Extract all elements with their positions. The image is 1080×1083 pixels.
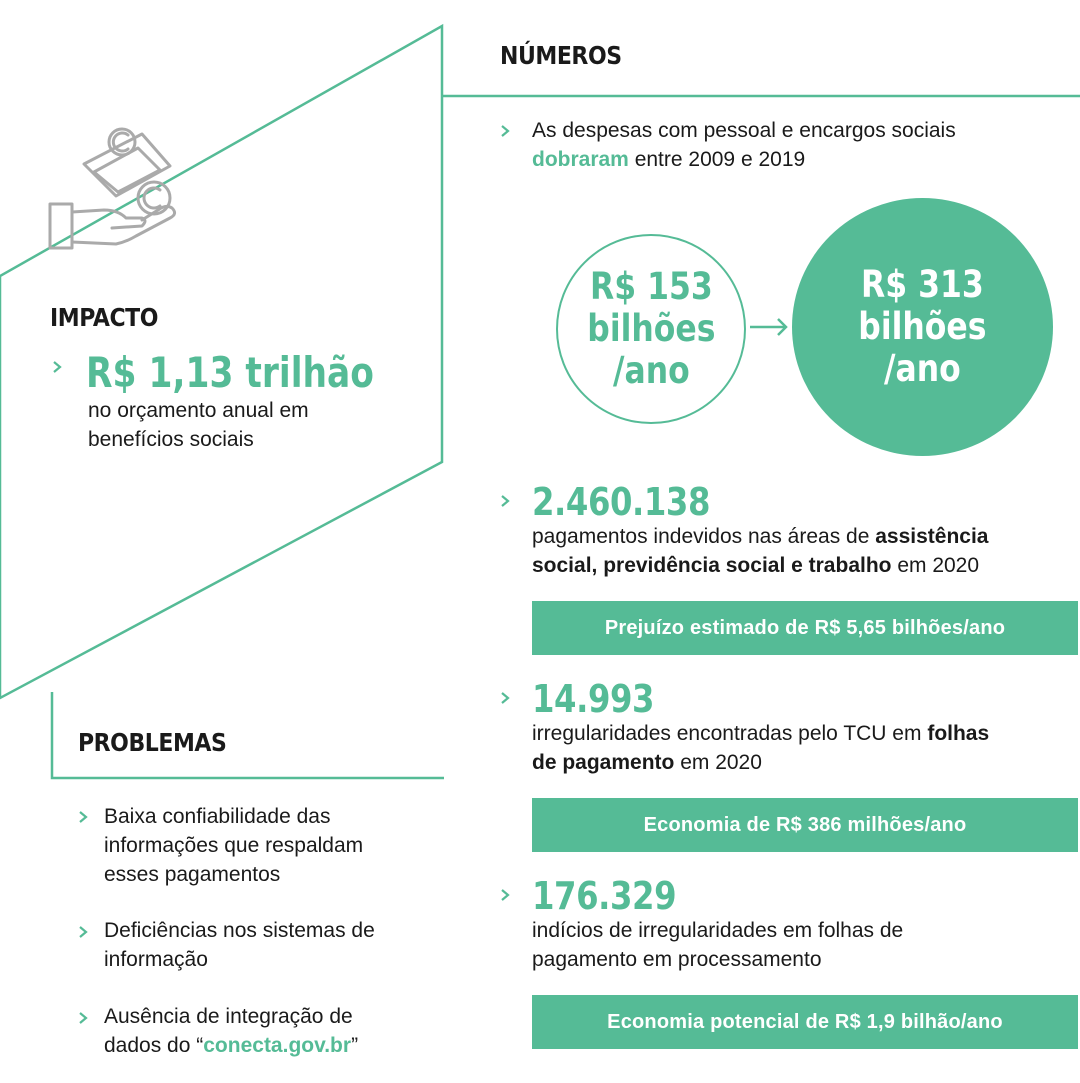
conecta-link[interactable]: conecta.gov.br bbox=[203, 1034, 352, 1057]
despesas-line2 bbox=[532, 145, 956, 174]
circle-before-line1: R$ 153 bbox=[589, 265, 713, 308]
impacto-heading: IMPACTO bbox=[50, 303, 158, 332]
arrow-right-icon bbox=[748, 316, 790, 338]
chevron-right-icon bbox=[76, 925, 90, 939]
circle-after bbox=[792, 198, 1053, 456]
problema-3-line2-post: ” bbox=[351, 1034, 359, 1057]
stat-1-line1 bbox=[532, 522, 988, 551]
problema-3-line2 bbox=[104, 1031, 358, 1060]
chevron-right-icon bbox=[76, 1011, 90, 1025]
despesas-text bbox=[532, 116, 956, 174]
problema-3 bbox=[104, 1002, 358, 1060]
stat-1-line2-bold: social, previdência social e trabalho bbox=[532, 554, 892, 577]
problema-2-line2: informação bbox=[104, 948, 208, 971]
stat-3-line2: pagamento em processamento bbox=[532, 948, 822, 971]
stat-1-line1-bold: assistência bbox=[875, 525, 989, 548]
circle-after-line1: R$ 313 bbox=[861, 263, 984, 306]
circle-before-line3: /ano bbox=[612, 349, 690, 392]
stat-1-desc bbox=[532, 522, 988, 580]
stat-3-desc bbox=[532, 916, 903, 974]
problema-3-line1: Ausência de integração de bbox=[104, 1005, 353, 1028]
chevron-right-icon bbox=[50, 360, 64, 374]
chevron-right-icon bbox=[76, 810, 90, 824]
impacto-value: R$ 1,13 trilhão bbox=[86, 348, 374, 397]
problemas-heading: PROBLEMAS bbox=[78, 728, 227, 757]
problema-1-line2: informações que respaldam bbox=[104, 834, 364, 857]
circle-before-line2: bilhões bbox=[586, 307, 716, 350]
problema-2-line1: Deficiências nos sistemas de bbox=[104, 919, 375, 942]
problema-2 bbox=[104, 916, 375, 974]
problema-3-line2-pre: dados do “ bbox=[104, 1034, 204, 1057]
impacto-desc-line2: benefícios sociais bbox=[88, 428, 254, 451]
stat-3-line1: indícios de irregularidades em folhas de bbox=[532, 919, 904, 942]
stat-1-line1-pre: pagamentos indevidos nas áreas de bbox=[532, 525, 876, 548]
circle-after-text bbox=[858, 264, 986, 390]
chevron-right-icon bbox=[498, 494, 512, 508]
impacto-desc-line1: no orçamento anual em bbox=[88, 399, 309, 422]
stat-2-line2-post: em 2020 bbox=[674, 751, 762, 774]
problema-1 bbox=[104, 802, 363, 889]
stat-2-line2-bold: de pagamento bbox=[532, 751, 675, 774]
circle-after-line2: bilhões bbox=[858, 305, 987, 348]
stat-1-line2-post: em 2020 bbox=[891, 554, 980, 577]
hand-with-money-icon bbox=[46, 122, 180, 254]
chevron-right-icon bbox=[498, 888, 512, 902]
stat-3-number: 176.329 bbox=[532, 874, 677, 918]
circle-before bbox=[556, 234, 746, 424]
despesas-line1: As despesas com pessoal e encargos sociais bbox=[532, 119, 956, 142]
circle-after-line3: /ano bbox=[884, 347, 961, 390]
stat-1-bar: Prejuízo estimado de R$ 5,65 bilhões/ano bbox=[532, 601, 1078, 655]
circle-before-text bbox=[587, 266, 715, 392]
chevron-right-icon bbox=[498, 124, 512, 138]
stat-2-line1 bbox=[532, 719, 989, 748]
despesas-highlight: dobraram bbox=[532, 148, 629, 171]
stat-2-bar: Economia de R$ 386 milhões/ano bbox=[532, 798, 1078, 852]
stat-2-line2 bbox=[532, 748, 989, 777]
stat-2-number: 14.993 bbox=[532, 677, 655, 721]
numeros-heading: NÚMEROS bbox=[500, 41, 622, 70]
stat-3-bar: Economia potencial de R$ 1,9 bilhão/ano bbox=[532, 995, 1078, 1049]
stat-1-number: 2.460.138 bbox=[532, 480, 711, 524]
problema-1-line1: Baixa confiabilidade das bbox=[104, 805, 331, 828]
problema-1-line3: esses pagamentos bbox=[104, 863, 281, 886]
stat-2-line1-bold: folhas bbox=[927, 722, 990, 745]
stat-2-desc bbox=[532, 719, 989, 777]
stat-1-line2 bbox=[532, 551, 988, 580]
chevron-right-icon bbox=[498, 691, 512, 705]
stat-2-line1-pre: irregularidades encontradas pelo TCU em bbox=[532, 722, 928, 745]
despesas-line2-rest: entre 2009 e 2019 bbox=[628, 148, 806, 171]
